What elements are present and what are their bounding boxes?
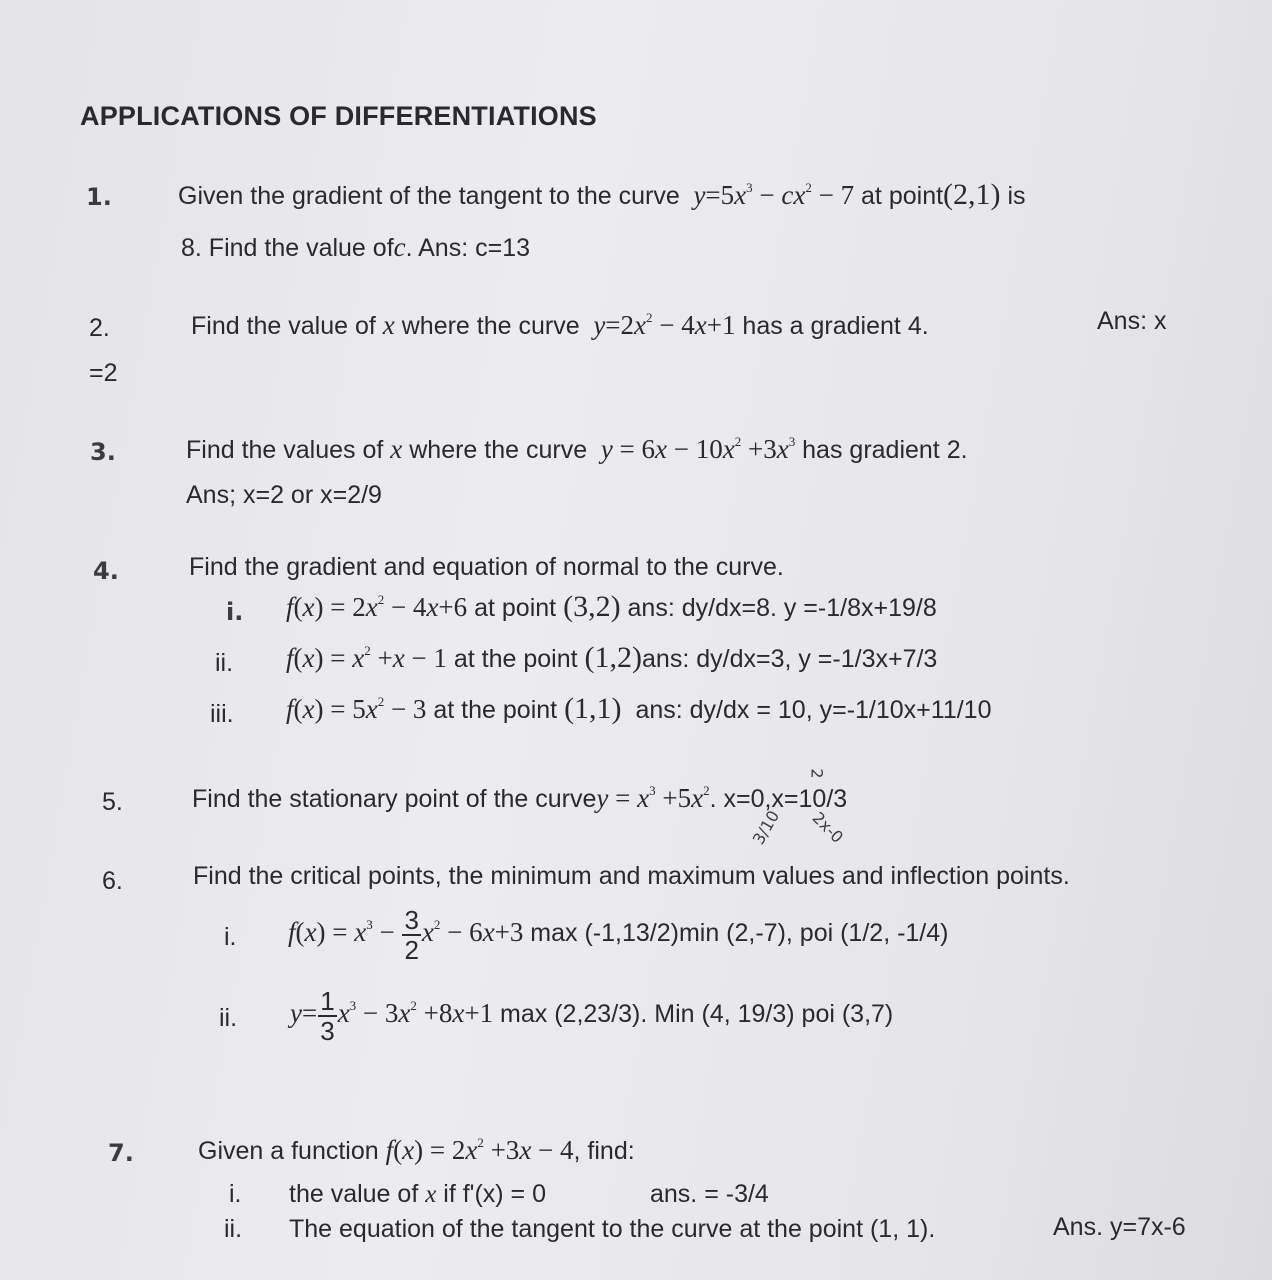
q1-line2: [181, 232, 530, 263]
q4-part-ii-label: ii.: [215, 649, 234, 677]
handwritten-scribble: 2x-0: [808, 808, 848, 847]
q4-text: Find the gradient and equation of normal to the curve.: [189, 553, 784, 581]
q3-line1: [186, 434, 968, 465]
q2-equation: $y=2x^2 - 4x+1$: [586, 310, 736, 340]
q2-line1: [191, 310, 929, 341]
q5-line1: [192, 783, 847, 814]
q6-part-i-equation: $f(x) = x^3$ − $\frac{3}{2}$ $x^2 - 6x+3$: [288, 904, 524, 965]
q2-var: x: [382, 310, 395, 340]
q3-equation: $y = 6x - 10x^2 +3x^3$: [594, 434, 796, 464]
q7-part-ii-text: The equation of the tangent to the curve at the point (1, 1).: [289, 1215, 936, 1243]
q1-var: c: [393, 232, 406, 262]
q7-part-i-label: i.: [229, 1180, 242, 1208]
q4-part-iii-point: (1,1): [564, 692, 622, 725]
q4-part-iii-answer: ans: dy/dx = 10, y=-1/10x+11/10: [635, 696, 992, 724]
q2-number: 2.: [89, 314, 110, 342]
q1-point: (2,1): [943, 178, 1001, 211]
q7-part-i-answer: ans. = -3/4: [650, 1180, 769, 1208]
q6-part-i: [288, 900, 949, 965]
q7-equation: $f(x) = 2x^2 +3x - 4$: [385, 1135, 574, 1165]
q1-answer: . Ans: c=13: [405, 234, 531, 262]
q4-part-ii-equation: $f(x) = x^2 +x - 1$: [286, 643, 447, 673]
q4-part-ii: [286, 643, 937, 674]
q5-number: 5.: [102, 788, 123, 816]
q7-part-ii-label: ii.: [224, 1215, 243, 1243]
q3-answer: Ans; x=2 or x=2/9: [186, 481, 382, 509]
q4-part-iii-at: at the point: [433, 696, 558, 724]
q1-point-text: at point: [861, 182, 944, 210]
q4-part-iii-label: iii.: [210, 700, 234, 728]
q4-part-ii-answer: ans: dy/dx=3, y =-1/3x+7/3: [642, 645, 938, 673]
q7-post: , find:: [573, 1137, 635, 1165]
q6-part-i-label: i.: [224, 923, 237, 951]
page-title: APPLICATIONS OF DIFFERENTIATIONS: [80, 101, 597, 131]
q1-line2-text: 8. Find the value of: [181, 234, 394, 262]
q6-part-i-answer: max (-1,13/2)min (2,-7), poi (1/2, -1/4): [530, 919, 949, 947]
q3-number: 3.: [90, 438, 116, 466]
q1-equation: $y=5x^3 - cx^2 - 7$: [686, 180, 855, 210]
q7-line1: [198, 1135, 635, 1166]
q7-text: Given a function: [198, 1137, 379, 1165]
q4-part-i-at: at point: [474, 594, 557, 622]
q4-part-i-label: i.: [226, 598, 244, 626]
q2-mid: where the curve: [401, 312, 580, 340]
q6-part-ii-label: ii.: [219, 1004, 238, 1032]
q4-part-i-answer: ans: dy/dx=8. y =-1/8x+19/8: [627, 594, 937, 622]
q1-line1: [178, 180, 1026, 211]
q1-is: is: [1007, 182, 1026, 210]
q2-answer-cont: =2: [89, 359, 118, 387]
q4-part-iii-equation: $f(x) = 5x^2 - 3$: [286, 694, 427, 724]
q3-post: has gradient 2.: [802, 436, 968, 464]
q7-number: 7.: [108, 1139, 134, 1167]
q6-part-ii: [290, 981, 893, 1046]
q6-part-ii-answer: max (2,23/3). Min (4, 19/3) poi (3,7): [500, 1000, 894, 1028]
q4-part-i-point: (3,2): [563, 590, 621, 623]
q5-equation: $y = x^3 +5x^2$: [596, 783, 710, 813]
q1-text: Given the gradient of the tangent to the curve: [178, 182, 680, 210]
q6-text: Find the critical points, the minimum and maximum values and inflection points.: [193, 862, 1070, 890]
q2-post: has a gradient 4.: [742, 312, 929, 340]
q3-mid: where the curve: [409, 436, 588, 464]
handwritten-scribble: 2: [807, 768, 827, 779]
q5-answer: . x=0,x=10/3: [709, 785, 848, 813]
q7-part-i-text: the value of: [289, 1180, 419, 1208]
q3-var: x: [390, 434, 403, 464]
q7-part-i: [289, 1179, 546, 1210]
q7-part-i-var: x: [425, 1181, 437, 1208]
q4-part-ii-point: (1,2): [584, 641, 643, 674]
q4-part-ii-at: at the point: [453, 645, 578, 673]
handwritten-scribble: 3/10: [748, 807, 784, 848]
q4-part-i: [286, 592, 937, 623]
q2-text: Find the value of: [191, 312, 376, 340]
q4-part-i-equation: $f(x) = 2x^2 - 4x+6$: [286, 592, 468, 622]
q6-part-ii-equation: y= $\frac{1}{3}$ $x^3 - 3x^2 +8x+1$: [290, 985, 494, 1046]
q7-part-ii-answer: Ans. y=7x-6: [1053, 1213, 1186, 1241]
q1-number: 1.: [86, 183, 112, 211]
q7-part-i-condition: if f'(x) = 0: [443, 1180, 546, 1208]
q6-number: 6.: [102, 867, 123, 895]
q4-number: 4.: [93, 557, 119, 585]
q5-text: Find the stationary point of the curve: [192, 785, 597, 813]
q4-part-iii: [286, 694, 991, 725]
q2-answer: Ans: x: [1097, 307, 1167, 335]
q3-text: Find the values of: [186, 436, 384, 464]
